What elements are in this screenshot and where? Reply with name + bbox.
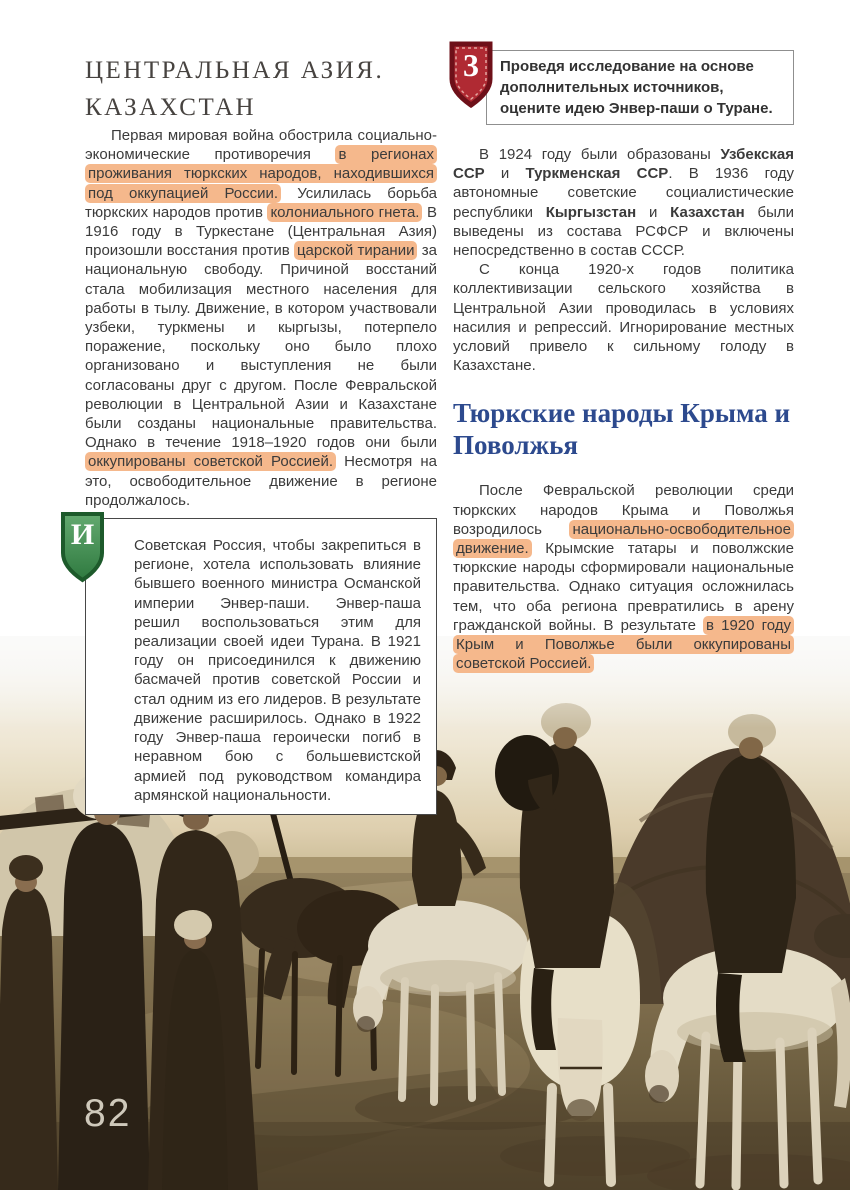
info-shield-letter: И <box>70 518 95 552</box>
right-column <box>453 47 795 673</box>
info-box <box>70 518 437 815</box>
page-title-line1: ЦЕНТРАЛЬНАЯ АЗИЯ. <box>85 57 385 84</box>
task-number-text: 3 <box>463 47 479 83</box>
right-paragraph-3: После Февральской революции среди тюркских народов Крыма и Поволжья возродилось национально-освободительное движение. Крымские татары и поволжские тюркские народы сформировали национальные правительства. Однако ситуация осложнилась тем, что оба региона превратились в арену гражданской войны. В результате в 1920 году Крым и Поволжье были оккупированы советской Россией. <box>453 482 794 673</box>
right-paragraph-2: С конца 1920-х годов политика коллективизации сельского хозяйства в Центральной Азии проводилась в условиях насилия и репрессий. Игнорирование местных условий привело к сильному голоду в Казахстане. <box>453 261 794 375</box>
page-title-line2: КАЗАХСТАН <box>85 94 257 121</box>
page-number: 82 <box>84 1092 132 1135</box>
left-paragraph-1: Первая мировая война обострила социально-экономические противоречия в регионах проживания тюркских народов, находившихся под оккупацией России. Усилилась борьба тюркских народов против колониального гнета. В 1916 году в Туркестане (Центральная Азия) произошли восстания против царской тирании за национальную свободу. Причиной восстаний стала мобилизация местного населения для работы в тылу. Движение, в котором участвовали узбеки, туркмены и кыргызы, потерпело поражение, поскольку оно было плохо организовано и выступления не были согласованы друг с другом. После Февральской революции в Центральной Азии и Казахстане были созданы национальные правительства. Однако в течение 1918–1920 годов они были оккупированы советской Россией. Несмотря на это, освободительное движение в регионе продолжалось. <box>85 127 438 509</box>
page-title <box>85 52 437 126</box>
info-box-text: Советская Россия, чтобы закрепиться в регионе, хотела использовать влияние бывшего военного министра Османской империи Энвер-паши. Энвер-паша решил воспользоваться этим для реализации своей идеи Турана. В 1921 году он присоединился к движению басмачей против советской России и стал одним из его лидеров. В результате движение расширилось. Однако в 1922 году Энвер-паша героически погиб в неравном бою с большевистской армией под руководством командира армянской национальности. <box>134 537 421 804</box>
task-number-badge <box>448 41 494 108</box>
right-paragraph-1: В 1924 году были образованы Узбекская ССР и Туркменская ССР. В 1936 году автономные советские социалистические республики Кыргызстан и Казахстан были выведены из состава РСФСР и включены непосредственно в состав СССР. <box>453 146 795 260</box>
section-heading: Тюркские народы Крыма и Поволжья <box>453 398 790 461</box>
info-shield-icon <box>59 511 106 584</box>
task-box <box>463 47 794 125</box>
task-text: Проведя исследование на основе дополнительных источников, оцените идею Энвер-паши о Туране. <box>500 58 773 117</box>
left-column <box>70 52 438 815</box>
